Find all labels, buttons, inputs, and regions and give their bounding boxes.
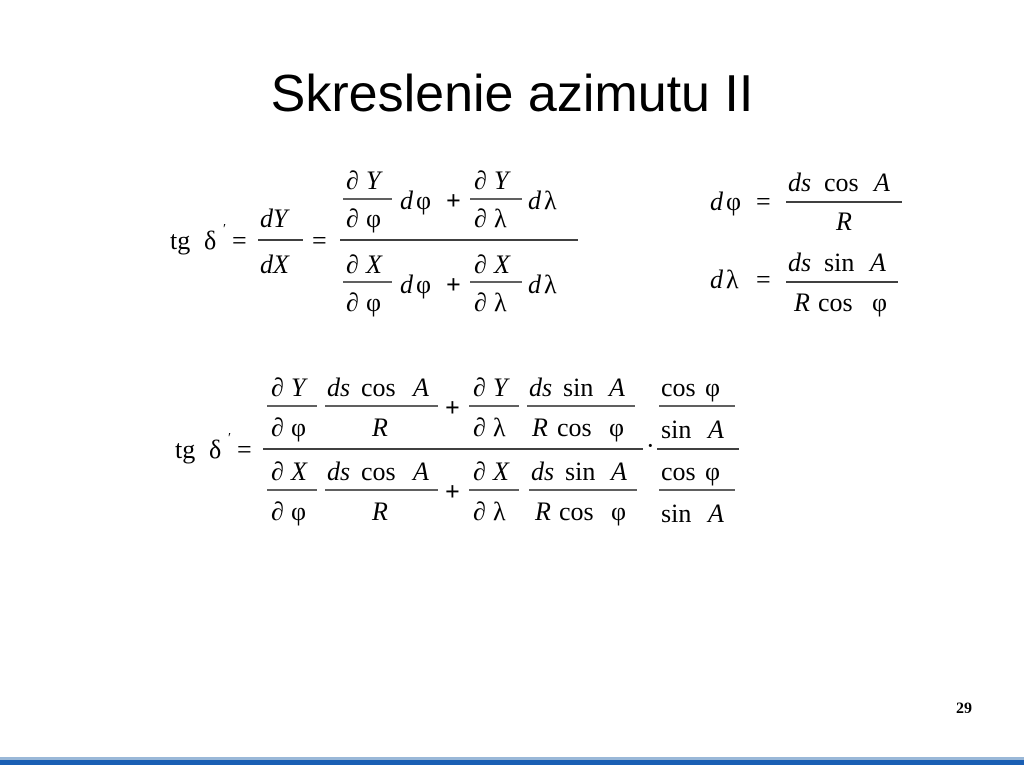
svg-text:dX: dX bbox=[260, 250, 289, 279]
svg-text:d: d bbox=[400, 270, 413, 299]
svg-text:φ: φ bbox=[611, 497, 627, 526]
svg-text:φ: φ bbox=[366, 288, 382, 317]
svg-text:∂: ∂ bbox=[473, 457, 486, 486]
svg-text:A: A bbox=[708, 499, 724, 528]
svg-text:A: A bbox=[870, 248, 886, 277]
svg-text:·: · bbox=[646, 431, 655, 460]
footer-bar-dark bbox=[0, 760, 1024, 765]
svg-text:A: A bbox=[413, 373, 429, 402]
slide-title: Skreslenie azimutu II bbox=[270, 65, 754, 123]
svg-text:ds: ds bbox=[531, 457, 555, 486]
svg-text:R: R bbox=[535, 497, 551, 526]
svg-text:′: ′ bbox=[223, 222, 227, 237]
slide-number: 29 bbox=[956, 700, 972, 717]
svg-text:=: = bbox=[756, 265, 771, 294]
svg-text:=: = bbox=[756, 187, 771, 216]
svg-text:+: + bbox=[445, 393, 460, 422]
equation-tan-delta-derivative bbox=[160, 155, 590, 330]
svg-text:∂: ∂ bbox=[346, 250, 359, 279]
svg-text:sin: sin bbox=[661, 499, 692, 528]
svg-text:∂: ∂ bbox=[346, 166, 359, 195]
svg-text:A: A bbox=[611, 457, 627, 486]
svg-text:φ: φ bbox=[872, 288, 888, 317]
svg-text:φ: φ bbox=[291, 413, 307, 442]
svg-text:∂: ∂ bbox=[346, 204, 359, 233]
svg-text:R: R bbox=[372, 497, 388, 526]
svg-text:=: = bbox=[312, 226, 327, 255]
svg-text:ds: ds bbox=[529, 373, 553, 402]
svg-text:d: d bbox=[710, 265, 723, 294]
svg-text:φ: φ bbox=[705, 373, 721, 402]
svg-text:cos: cos bbox=[661, 457, 696, 486]
svg-text:∂: ∂ bbox=[474, 250, 487, 279]
svg-text:φ: φ bbox=[416, 270, 432, 299]
equation-dphi-dlambda bbox=[700, 160, 915, 325]
svg-text:A: A bbox=[609, 373, 625, 402]
svg-text:ds: ds bbox=[327, 373, 351, 402]
svg-text:dY: dY bbox=[260, 204, 288, 233]
svg-text:X: X bbox=[291, 457, 307, 486]
svg-text:∂: ∂ bbox=[473, 497, 486, 526]
svg-text:Y: Y bbox=[493, 373, 508, 402]
svg-text:sin: sin bbox=[565, 457, 596, 486]
svg-text:φ: φ bbox=[705, 457, 721, 486]
svg-text:sin: sin bbox=[661, 415, 692, 444]
svg-text:d: d bbox=[528, 270, 541, 299]
svg-text:+: + bbox=[446, 186, 461, 215]
svg-text:Y: Y bbox=[366, 166, 381, 195]
svg-text:λ: λ bbox=[726, 265, 739, 294]
svg-text:d: d bbox=[528, 186, 541, 215]
svg-text:λ: λ bbox=[494, 288, 507, 317]
footer-bar bbox=[0, 757, 1024, 768]
svg-text:φ: φ bbox=[726, 187, 742, 216]
svg-text:sin: sin bbox=[824, 248, 855, 277]
svg-text:φ: φ bbox=[291, 497, 307, 526]
svg-text:=: = bbox=[232, 226, 247, 255]
svg-text:R: R bbox=[836, 207, 852, 236]
svg-text:φ: φ bbox=[609, 413, 625, 442]
svg-text:φ: φ bbox=[366, 204, 382, 233]
svg-text:δ: δ bbox=[209, 435, 222, 464]
svg-text:∂: ∂ bbox=[271, 413, 284, 442]
svg-text:φ: φ bbox=[416, 186, 432, 215]
svg-text:∂: ∂ bbox=[473, 413, 486, 442]
svg-text:tg: tg bbox=[170, 226, 191, 255]
svg-text:cos: cos bbox=[824, 168, 859, 197]
svg-text:λ: λ bbox=[544, 270, 557, 299]
svg-text:∂: ∂ bbox=[346, 288, 359, 317]
svg-text:′: ′ bbox=[228, 431, 232, 446]
svg-text:ds: ds bbox=[327, 457, 351, 486]
svg-text:∂: ∂ bbox=[474, 166, 487, 195]
svg-text:A: A bbox=[413, 457, 429, 486]
svg-text:=: = bbox=[237, 435, 252, 464]
svg-text:Y: Y bbox=[494, 166, 509, 195]
svg-text:ds: ds bbox=[788, 248, 812, 277]
svg-text:λ: λ bbox=[493, 497, 506, 526]
svg-text:cos: cos bbox=[557, 413, 592, 442]
svg-text:sin: sin bbox=[563, 373, 594, 402]
equation-tan-delta-expanded bbox=[165, 362, 755, 537]
svg-text:∂: ∂ bbox=[271, 457, 284, 486]
svg-text:λ: λ bbox=[493, 413, 506, 442]
svg-text:∂: ∂ bbox=[474, 204, 487, 233]
svg-text:R: R bbox=[794, 288, 810, 317]
svg-text:A: A bbox=[708, 415, 724, 444]
svg-text:∂: ∂ bbox=[474, 288, 487, 317]
svg-text:ds: ds bbox=[788, 168, 812, 197]
svg-text:∂: ∂ bbox=[271, 373, 284, 402]
svg-text:d: d bbox=[710, 187, 723, 216]
svg-text:∂: ∂ bbox=[473, 373, 486, 402]
svg-text:λ: λ bbox=[544, 186, 557, 215]
svg-text:Y: Y bbox=[291, 373, 306, 402]
svg-text:A: A bbox=[874, 168, 890, 197]
svg-text:X: X bbox=[366, 250, 382, 279]
svg-text:R: R bbox=[532, 413, 548, 442]
svg-text:R: R bbox=[372, 413, 388, 442]
svg-text:X: X bbox=[494, 250, 510, 279]
svg-text:+: + bbox=[445, 477, 460, 506]
svg-text:cos: cos bbox=[559, 497, 594, 526]
svg-text:tg: tg bbox=[175, 435, 196, 464]
svg-text:cos: cos bbox=[361, 373, 396, 402]
svg-text:cos: cos bbox=[361, 457, 396, 486]
svg-text:δ: δ bbox=[204, 226, 217, 255]
svg-text:λ: λ bbox=[494, 204, 507, 233]
svg-text:∂: ∂ bbox=[271, 497, 284, 526]
svg-text:cos: cos bbox=[661, 373, 696, 402]
svg-text:cos: cos bbox=[818, 288, 853, 317]
svg-text:X: X bbox=[493, 457, 509, 486]
svg-text:d: d bbox=[400, 186, 413, 215]
svg-text:+: + bbox=[446, 270, 461, 299]
